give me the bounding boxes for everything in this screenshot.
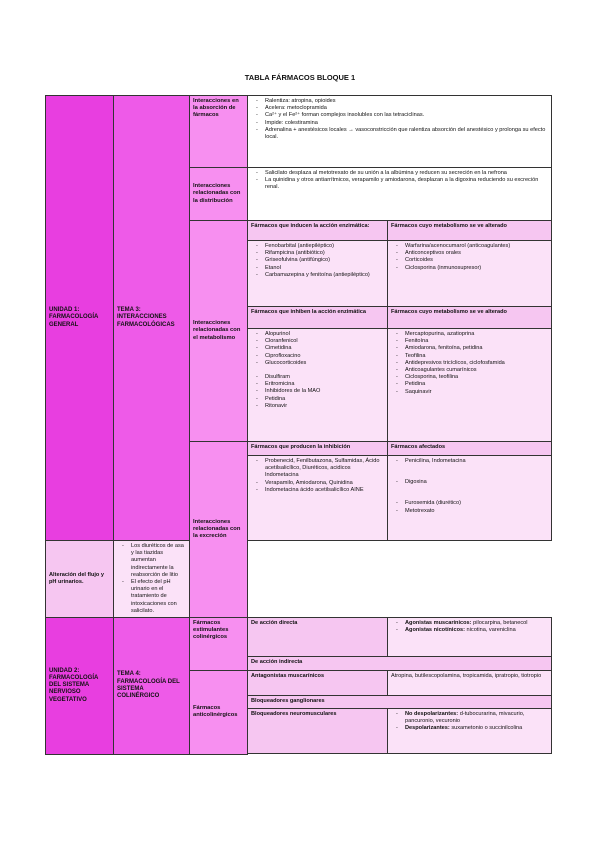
metabolism-title: Interacciones relacionadas con el metabolismo bbox=[190, 221, 248, 442]
list-item: - Antidepresivos tricíclicos, ciclofosfamida bbox=[405, 360, 548, 367]
list-item: - Ritonavir bbox=[265, 403, 384, 410]
list-item bbox=[405, 627, 548, 634]
list-item: - Anticonceptivos orales bbox=[405, 250, 548, 257]
non-depolarizing-value: d-tubocurarina, mivacurio, pancuronio, vecuronio bbox=[405, 711, 525, 725]
flow-ph-label: Alteración del flujo y pH urinarios. bbox=[46, 541, 114, 618]
page-title: TABLA FÁRMACOS BLOQUE 1 bbox=[244, 73, 356, 82]
distribution-title: Interacciones relacionadas con la distribución bbox=[190, 168, 248, 221]
stimulants-title: Fármacos estimulantes colinérgicos bbox=[190, 618, 248, 671]
affected-header: Fármacos afectados bbox=[388, 442, 552, 456]
inducers-list bbox=[248, 241, 388, 307]
list-item: - Inhibidores de la MAO bbox=[265, 388, 384, 395]
list-item: - Alopurinol bbox=[265, 331, 384, 338]
list-item: - Amiodarona, fenitoína, petidina bbox=[405, 345, 548, 352]
list-item: - El efecto del pH urinario en el tratamiento de intoxicaciones con salicilato. bbox=[131, 579, 186, 615]
list-item: - Metotrexato bbox=[405, 508, 548, 515]
indirect-action: De acción indirecta bbox=[248, 657, 552, 671]
nicotinic-agonists-value: nicotina, vareniclina bbox=[466, 627, 516, 634]
altered-list-2 bbox=[388, 329, 552, 442]
altered-header-2: Fármacos cuyo metabolismo se ve alterado bbox=[388, 307, 552, 329]
list-item: - Salicilato desplaza al metotrexato de su unión a la albúmina y reducen su secreción en la nefrona bbox=[265, 170, 548, 177]
inducers-header: Fármacos que inducen la acción enzimática: bbox=[248, 221, 388, 241]
list-item: - Ciprofloxacino bbox=[265, 353, 384, 360]
muscarinic-agonists-label: Agonistas muscarínicos: bbox=[405, 620, 472, 627]
non-depolarizing-label: No despolarizantes: bbox=[405, 711, 459, 718]
direct-action: De acción directa bbox=[248, 618, 388, 657]
affected-list bbox=[388, 456, 552, 541]
list-item: - Corticoides bbox=[405, 257, 548, 264]
list-item: - Ciclosporina (inmunosupresor) bbox=[405, 265, 548, 272]
neuromuscular-blockers: Bloqueadores neuromusculares bbox=[248, 709, 388, 754]
list-item: - La quinidina y otros antiarrítmicos, verapamilo y amiodarona, desplazan a la digoxina reduciendo su excreción renal. bbox=[265, 177, 548, 191]
list-item: - Cimetidina bbox=[265, 345, 384, 352]
list-item: - Fenobarbital (antiepiléptico) bbox=[265, 243, 384, 250]
unit-1-label: UNIDAD 1: FARMACOLOGÍA GENERAL bbox=[46, 96, 114, 541]
altered-header-1: Fármacos cuyo metabolismo se ve alterado bbox=[388, 221, 552, 241]
list-item bbox=[405, 725, 548, 732]
list-item: - Rifampicina (antibiótico) bbox=[265, 250, 384, 257]
excretion-title: Interacciones relacionadas con la excreción bbox=[190, 442, 248, 618]
list-item: - Glucocorticoides bbox=[265, 360, 384, 367]
list-item: - Indometacina ácido acetilsalicílico AINE bbox=[265, 487, 384, 494]
list-item bbox=[405, 620, 548, 627]
list-item: - Furosemida (diurético) bbox=[405, 500, 548, 507]
list-item: - Impide: colestiramina bbox=[265, 120, 548, 127]
ganglionic-blockers: Bloqueadores ganglionares bbox=[248, 696, 552, 709]
muscarinic-antagonists-value: Atropina, butilescopolamina, tropicamida, ipratropio, tiotropio bbox=[388, 671, 552, 696]
inhibitors-list bbox=[248, 329, 388, 442]
list-item: - Fenitoína bbox=[405, 338, 548, 345]
list-item: - Warfarina/acenocumarol (anticoagulantes) bbox=[405, 243, 548, 250]
list-item: - Ca²⁺ y el Fe²⁺ forman complejos insolubles con las tetraciclinas. bbox=[265, 112, 548, 119]
list-item: - Anticoagulantes cumarínicos bbox=[405, 367, 548, 374]
muscarinic-agonists-value: pilocarpina, betanecol bbox=[473, 620, 528, 627]
list-item: - Digoxina bbox=[405, 479, 548, 486]
inhibition-header: Fármacos que producen la inhibición bbox=[248, 442, 388, 456]
list-item: - Penicilina, Indometacina bbox=[405, 458, 548, 465]
list-item: - Ciclosporina, teofilina bbox=[405, 374, 548, 381]
list-item: - Teofilina bbox=[405, 353, 548, 360]
inhibitors-header: Fármacos que inhiben la acción enzimática bbox=[248, 307, 388, 329]
list-item: - Petidina bbox=[405, 381, 548, 388]
depolarizing-label: Despolarizantes: bbox=[405, 725, 450, 732]
list-item: - Etanol bbox=[265, 265, 384, 272]
list-item: - Adrenalina + anestésicos locales → vasoconstricción que ralentiza absorción del anestésico y prolonga su efecto local. bbox=[265, 127, 548, 141]
list-item: - Mercaptopurina, azatioprina bbox=[405, 331, 548, 338]
absorption-list bbox=[248, 96, 552, 168]
list-item: - Disulfiram bbox=[265, 374, 384, 381]
list-item: - Verapamilo, Amiodarona, Quinidina bbox=[265, 480, 384, 487]
flow-ph-list bbox=[114, 541, 190, 618]
absorption-title: Interacciones en la absorción de fármacos bbox=[190, 96, 248, 168]
list-item: - Ralentiza: atropina, opioides bbox=[265, 98, 548, 105]
tema-4-label: TEMA 4: FARMACOLOGÍA DEL SISTEMA COLINÉRGICO bbox=[114, 618, 190, 755]
spacer bbox=[248, 754, 552, 755]
neuromuscular-list bbox=[388, 709, 552, 754]
list-item: - Griseofulvina (antifúngico) bbox=[265, 257, 384, 264]
drug-table bbox=[45, 95, 552, 755]
list-item bbox=[405, 711, 548, 725]
altered-list-1 bbox=[388, 241, 552, 307]
list-item: - Eritromicina bbox=[265, 381, 384, 388]
tema-3-label: TEMA 3: INTERACCIONES FARMACOLÓGICAS bbox=[114, 96, 190, 541]
list-item: - Acelera: metoclopramida bbox=[265, 105, 548, 112]
direct-action-list bbox=[388, 618, 552, 657]
distribution-list bbox=[248, 168, 552, 221]
list-item: - Los diuréticos de asa y las tiazidas aumentan indirectamente la reabsorción de litio bbox=[131, 543, 186, 579]
list-item: - Saquinavir bbox=[405, 389, 548, 396]
inhibition-list bbox=[248, 456, 388, 541]
depolarizing-value: suxametonio o succinilcolina bbox=[451, 725, 523, 732]
nicotinic-agonists-label: Agonistas nicotínicos: bbox=[405, 627, 465, 634]
list-item: - Probenecid, Fenilbutazona, Sulfamidas, Ácido acetilsalicílico, Diuréticos, acidicos Indometacina bbox=[265, 458, 384, 480]
list-item: - Petidina bbox=[265, 396, 384, 403]
list-item: - Cloranfenicol bbox=[265, 338, 384, 345]
anticholinergics-title: Fármacos anticolinérgicos bbox=[190, 671, 248, 755]
muscarinic-antagonists: Antagonistas muscarínicos bbox=[248, 671, 388, 696]
unit-2-label: UNIDAD 2: FARMACOLOGÍA DEL SISTEMA NERVIOSO VEGETATIVO bbox=[46, 618, 114, 755]
list-item: - Carbamazepina y fenitoína (antiepiléptico) bbox=[265, 272, 384, 279]
